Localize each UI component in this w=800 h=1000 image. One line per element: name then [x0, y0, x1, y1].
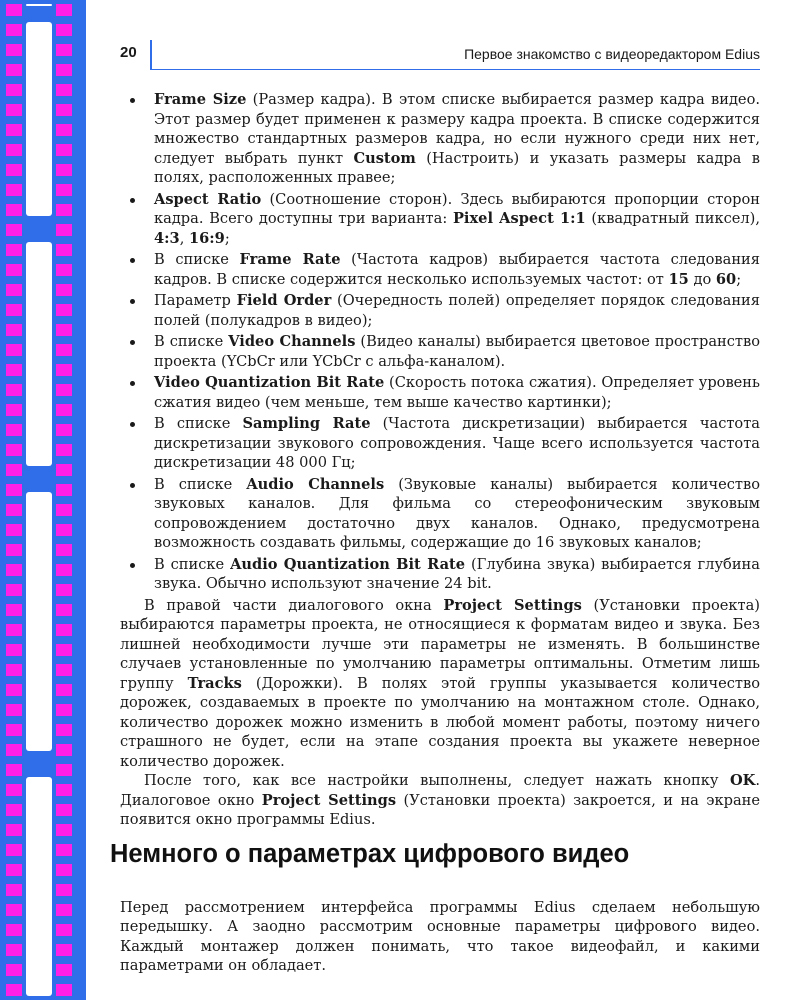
- bullet-icon: [130, 340, 135, 345]
- film-perforation: [6, 324, 22, 336]
- film-perforation: [56, 144, 72, 156]
- text-run: Параметр: [154, 292, 237, 309]
- list-item: [120, 373, 760, 412]
- body-paragraphs: [120, 596, 760, 830]
- text-run: В списке: [154, 415, 243, 432]
- film-perforation: [56, 324, 72, 336]
- header-rule: [150, 69, 760, 71]
- film-perforation: [56, 344, 72, 356]
- film-perforation: [56, 664, 72, 676]
- film-perforation: [56, 804, 72, 816]
- film-perforation: [56, 444, 72, 456]
- text-run: В правой части диалогового окна: [144, 596, 444, 614]
- film-perforation: [56, 704, 72, 716]
- film-perforation: [56, 824, 72, 836]
- film-perforation: [6, 844, 22, 856]
- bullet-icon: [130, 381, 135, 386]
- film-perforation: [56, 384, 72, 396]
- film-perforation: [6, 964, 22, 976]
- list-item: [120, 414, 760, 473]
- term: Video Channels: [228, 333, 356, 350]
- text-run: (Видео каналы) выбирается цветовое пространство проекта (YCbCr или YCbCr с альфа-каналом).: [154, 333, 760, 370]
- film-perforation: [56, 644, 72, 656]
- paragraph: [120, 771, 760, 830]
- film-perforation: [56, 224, 72, 236]
- film-frame: [26, 22, 52, 216]
- text-run: (Очередность полей) определяет порядок следования полей (полукадров в видео);: [154, 292, 760, 329]
- term: Audio Quantization Bit Rate: [230, 555, 466, 573]
- film-perforation: [6, 644, 22, 656]
- list-item: [120, 555, 760, 594]
- film-perforation: [6, 104, 22, 116]
- term: Field Order: [236, 292, 332, 309]
- film-perforation: [6, 164, 22, 176]
- film-perforation: [6, 604, 22, 616]
- term: Tracks: [187, 674, 242, 692]
- film-perforation: [56, 264, 72, 276]
- film-perforation: [6, 864, 22, 876]
- film-perforation: [6, 404, 22, 416]
- film-perforation: [6, 384, 22, 396]
- text-run: (Звуковые каналы) выбирается количество звуковых каналов. Для фильма со стереофоническим звуковым сопровождением достаточно двух каналов. Однако, предусмотрена возможность создавать фильмы, содержащие до 16 звуковых каналов;: [154, 475, 761, 551]
- term: Custom: [353, 149, 416, 167]
- film-perforation: [56, 944, 72, 956]
- film-perforation: [56, 724, 72, 736]
- film-perforation: [6, 144, 22, 156]
- film-perforation: [6, 904, 22, 916]
- film-perforation: [56, 544, 72, 556]
- film-perforation: [56, 64, 72, 76]
- film-perforation: [56, 424, 72, 436]
- film-perforation: [56, 764, 72, 776]
- bullet-icon: [130, 422, 135, 427]
- film-perforation: [6, 124, 22, 136]
- term: Sampling Rate: [242, 415, 371, 432]
- bullet-icon: [130, 258, 135, 263]
- list-item: [120, 475, 760, 553]
- parameter-list: [120, 90, 760, 594]
- section-heading: Немного о параметрах цифрового видео: [110, 840, 630, 868]
- text-run: ;: [736, 270, 742, 288]
- film-perforation: [56, 84, 72, 96]
- term: Frame Size: [154, 91, 247, 108]
- film-perforation: [56, 924, 72, 936]
- list-item: [120, 332, 760, 371]
- running-title: Первое знакомство с видеоредактором Edius: [464, 46, 760, 62]
- section-paragraph: Перед рассмотрением интерфейса программы Edius сделаем небольшую передышку. А заодно рассмотрим основные параметры цифрового видео. Каждый монтажер должен понимать, что такое видеофайл, и какими параметрами он обладает.: [120, 898, 760, 975]
- film-perforation: [6, 944, 22, 956]
- text-run: до: [688, 270, 716, 288]
- film-perforation: [6, 564, 22, 576]
- film-perforation: [6, 444, 22, 456]
- film-perforation: [6, 464, 22, 476]
- film-strip-decoration: [0, 0, 86, 1000]
- text-run: В списке: [154, 333, 229, 350]
- text-run: (Соотношение сторон). Здесь выбираются пропорции сторон кадра. Всего доступны три варианта:: [154, 190, 760, 227]
- film-perforation: [56, 304, 72, 316]
- film-perforation: [56, 464, 72, 476]
- film-perforation: [56, 484, 72, 496]
- film-perforation: [56, 404, 72, 416]
- film-perforation: [56, 564, 72, 576]
- film-perforation: [6, 764, 22, 776]
- text-run: В списке: [154, 251, 240, 268]
- main-text: [120, 90, 760, 830]
- term: Project Settings: [443, 596, 582, 614]
- film-perforation: [6, 484, 22, 496]
- film-frame: [26, 492, 52, 751]
- film-perforation: [6, 184, 22, 196]
- term: Frame Rate: [239, 251, 341, 268]
- film-perforation: [56, 364, 72, 376]
- film-perforation: [56, 124, 72, 136]
- film-perforation: [6, 724, 22, 736]
- film-perforation: [6, 44, 22, 56]
- bullet-icon: [130, 98, 135, 103]
- film-perforation: [6, 804, 22, 816]
- film-perforation: [6, 884, 22, 896]
- term: Aspect Ratio: [154, 190, 262, 208]
- film-frame: [26, 242, 52, 466]
- film-perforation: [56, 284, 72, 296]
- film-perforation: [56, 604, 72, 616]
- page-number: 20: [120, 44, 137, 61]
- film-perforation: [56, 44, 72, 56]
- film-perforation: [6, 524, 22, 536]
- header-divider: [150, 40, 152, 70]
- film-perforation: [56, 504, 72, 516]
- film-perforations-left: [6, 0, 22, 1000]
- film-perforation: [56, 164, 72, 176]
- text-run: (Частота кадров) выбирается частота следования кадров. В списке содержится несколько используемых частот: от: [154, 251, 760, 288]
- film-perforation: [56, 204, 72, 216]
- list-item: [120, 291, 760, 330]
- film-perforation: [56, 524, 72, 536]
- film-perforation: [6, 424, 22, 436]
- text-run: (Скорость потока сжатия). Определяет уровень сжатия видео (чем меньше, тем выше качество картинки);: [154, 374, 760, 411]
- text-run: ;: [224, 229, 230, 247]
- film-perforation: [56, 884, 72, 896]
- film-perforation: [56, 4, 72, 16]
- film-perforation: [6, 264, 22, 276]
- film-perforation: [6, 204, 22, 216]
- film-perforation: [6, 304, 22, 316]
- term: Video Quantization Bit Rate: [154, 374, 385, 391]
- film-perforation: [6, 224, 22, 236]
- film-perforation: [6, 624, 22, 636]
- film-perforation: [56, 24, 72, 36]
- term: 15: [668, 270, 689, 288]
- film-perforation: [6, 544, 22, 556]
- film-perforation: [6, 284, 22, 296]
- film-perforation: [6, 84, 22, 96]
- film-perforation: [6, 64, 22, 76]
- film-perforation: [6, 4, 22, 16]
- film-perforation: [56, 964, 72, 976]
- bullet-icon: [130, 483, 135, 488]
- film-perforations-right: [56, 0, 72, 1000]
- film-perforation: [6, 704, 22, 716]
- film-perforation: [6, 984, 22, 996]
- term: 4:3: [154, 229, 180, 247]
- film-perforation: [56, 904, 72, 916]
- term: OK: [729, 772, 756, 789]
- film-perforation: [6, 244, 22, 256]
- text-run: (Глубина звука) выбирается глубина звука. Обычно используют значение 24 bit.: [154, 555, 760, 592]
- list-item: [120, 250, 760, 289]
- term: Project Settings: [261, 791, 397, 809]
- text-run: (Частота дискретизации) выбирается частота дискретизации звукового сопровождения. Чаще всего используется частота дискретизации 48 000 Гц;: [154, 415, 760, 471]
- term: Pixel Aspect 1:1: [452, 210, 586, 227]
- film-perforation: [56, 844, 72, 856]
- text-run: В списке: [154, 475, 247, 493]
- film-perforation: [6, 504, 22, 516]
- film-perforation: [56, 584, 72, 596]
- term: Audio Channels: [246, 475, 385, 493]
- film-perforation: [6, 924, 22, 936]
- bullet-icon: [130, 563, 135, 568]
- page-header: [120, 38, 760, 70]
- film-perforation: [56, 684, 72, 696]
- text-run: (Установки проекта) выбираются параметры проекта, не относящиеся к форматам видео и звука. Без лишней необходимости лучше эти параметры не изменять. В большинстве случаев установленные по умолчанию параметры оптимальны. Отметим лишь группу: [120, 596, 760, 692]
- film-frame: [26, 4, 52, 6]
- text-run: (Дорожки). В полях этой группы указывается количество дорожек, создаваемых в проекте по умолчанию на монтажном столе. Однако, количество дорожек можно изменить в любой момент работы, поэтому ничего страшного не будет, если на этапе создания проекта вы укажете неверное количество дорожек.: [120, 674, 760, 770]
- film-perforation: [6, 364, 22, 376]
- text-run: (Размер кадра). В этом списке выбирается размер кадра видео. Этот размер будет применен к размеру кадра проекта. В списке содержится множество стандартных размеров кадра, но если нужного среди них нет, следует выбрать пункт: [154, 91, 760, 167]
- film-perforation: [56, 744, 72, 756]
- text-run: После того, как все настройки выполнены, следует нажать кнопку: [144, 772, 730, 789]
- film-perforation: [6, 824, 22, 836]
- text-run: (квадратный пиксел),: [585, 210, 760, 227]
- film-perforation: [56, 244, 72, 256]
- film-perforation: [6, 684, 22, 696]
- film-perforation: [56, 864, 72, 876]
- film-perforation: [6, 664, 22, 676]
- film-perforation: [56, 184, 72, 196]
- paragraph: [120, 596, 760, 772]
- film-perforation: [6, 784, 22, 796]
- term: 16:9: [188, 229, 225, 247]
- bullet-icon: [130, 198, 135, 203]
- film-perforation: [56, 624, 72, 636]
- list-item: [120, 190, 760, 249]
- text-run: . Диалоговое окно: [120, 772, 760, 809]
- film-perforation: [56, 784, 72, 796]
- film-perforation: [6, 344, 22, 356]
- film-perforation: [6, 584, 22, 596]
- text-run: В списке: [154, 555, 231, 573]
- text-run: (Настроить) и указать размеры кадра в полях, расположенных правее;: [154, 149, 760, 186]
- bullet-icon: [130, 299, 135, 304]
- film-perforation: [56, 984, 72, 996]
- text-run: (Установки проекта) закроется, и на экране появится окно программы Edius.: [120, 791, 761, 828]
- list-item: [120, 90, 760, 188]
- text-run: ,: [179, 229, 189, 247]
- film-perforation: [6, 24, 22, 36]
- film-perforation: [6, 744, 22, 756]
- film-frame: [26, 777, 52, 996]
- term: 60: [715, 270, 737, 288]
- film-perforation: [56, 104, 72, 116]
